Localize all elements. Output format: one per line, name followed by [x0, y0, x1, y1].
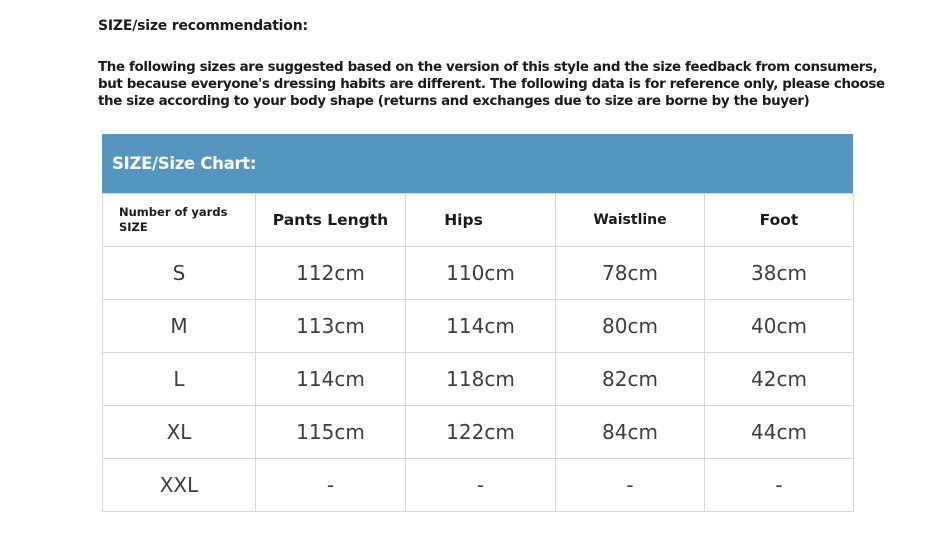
table-row: [103, 300, 854, 353]
hips-cell: -: [406, 459, 556, 512]
hips-cell: 122cm: [406, 406, 556, 459]
waistline-cell: 80cm: [556, 300, 705, 353]
size-table: [102, 193, 854, 512]
hips-cell: 114cm: [406, 300, 556, 353]
intro-paragraph: [98, 59, 885, 110]
intro-line: the size according to your body shape (returns and exchanges due to size are borne by the buyer): [98, 94, 810, 109]
pants-length-cell: -: [256, 459, 406, 512]
corner-label-yards: Number of yards: [119, 205, 228, 219]
waistline-cell: -: [556, 459, 705, 512]
corner-label-size: SIZE: [119, 220, 148, 234]
size-cell: XL: [103, 406, 256, 459]
table-row: [103, 247, 854, 300]
intro-line: The following sizes are suggested based on the version of this style and the size feedback from consumers,: [98, 60, 878, 75]
page-heading: SIZE/size recommendation:: [98, 18, 308, 34]
foot-cell: 44cm: [705, 406, 854, 459]
pants-length-cell: 114cm: [256, 353, 406, 406]
size-cell: M: [103, 300, 256, 353]
table-row: [103, 406, 854, 459]
chart-title: SIZE/Size Chart:: [112, 154, 257, 173]
hips-cell: 118cm: [406, 353, 556, 406]
pants-length-cell: 113cm: [256, 300, 406, 353]
size-cell: XXL: [103, 459, 256, 512]
pants-length-cell: 112cm: [256, 247, 406, 300]
pants-length-cell: 115cm: [256, 406, 406, 459]
waistline-cell: 78cm: [556, 247, 705, 300]
chart-title-banner: [102, 134, 853, 193]
hips-cell: 110cm: [406, 247, 556, 300]
foot-cell: 42cm: [705, 353, 854, 406]
waistline-cell: 82cm: [556, 353, 705, 406]
intro-line: but because everyone's dressing habits are different. The following data is for reference only, please choose: [98, 77, 885, 92]
table-header-row: [103, 194, 854, 247]
foot-cell: -: [705, 459, 854, 512]
size-cell: L: [103, 353, 256, 406]
column-header-foot: Foot: [705, 194, 854, 247]
size-chart: [102, 134, 853, 516]
foot-cell: 40cm: [705, 300, 854, 353]
size-cell: S: [103, 247, 256, 300]
column-header-waistline: Waistline: [556, 194, 705, 247]
table-row: [103, 353, 854, 406]
column-header-hips: Hips: [406, 194, 556, 247]
table-row: [103, 459, 854, 512]
foot-cell: 38cm: [705, 247, 854, 300]
waistline-cell: 84cm: [556, 406, 705, 459]
corner-header-cell: [103, 194, 256, 247]
column-header-pants-length: Pants Length: [256, 194, 406, 247]
